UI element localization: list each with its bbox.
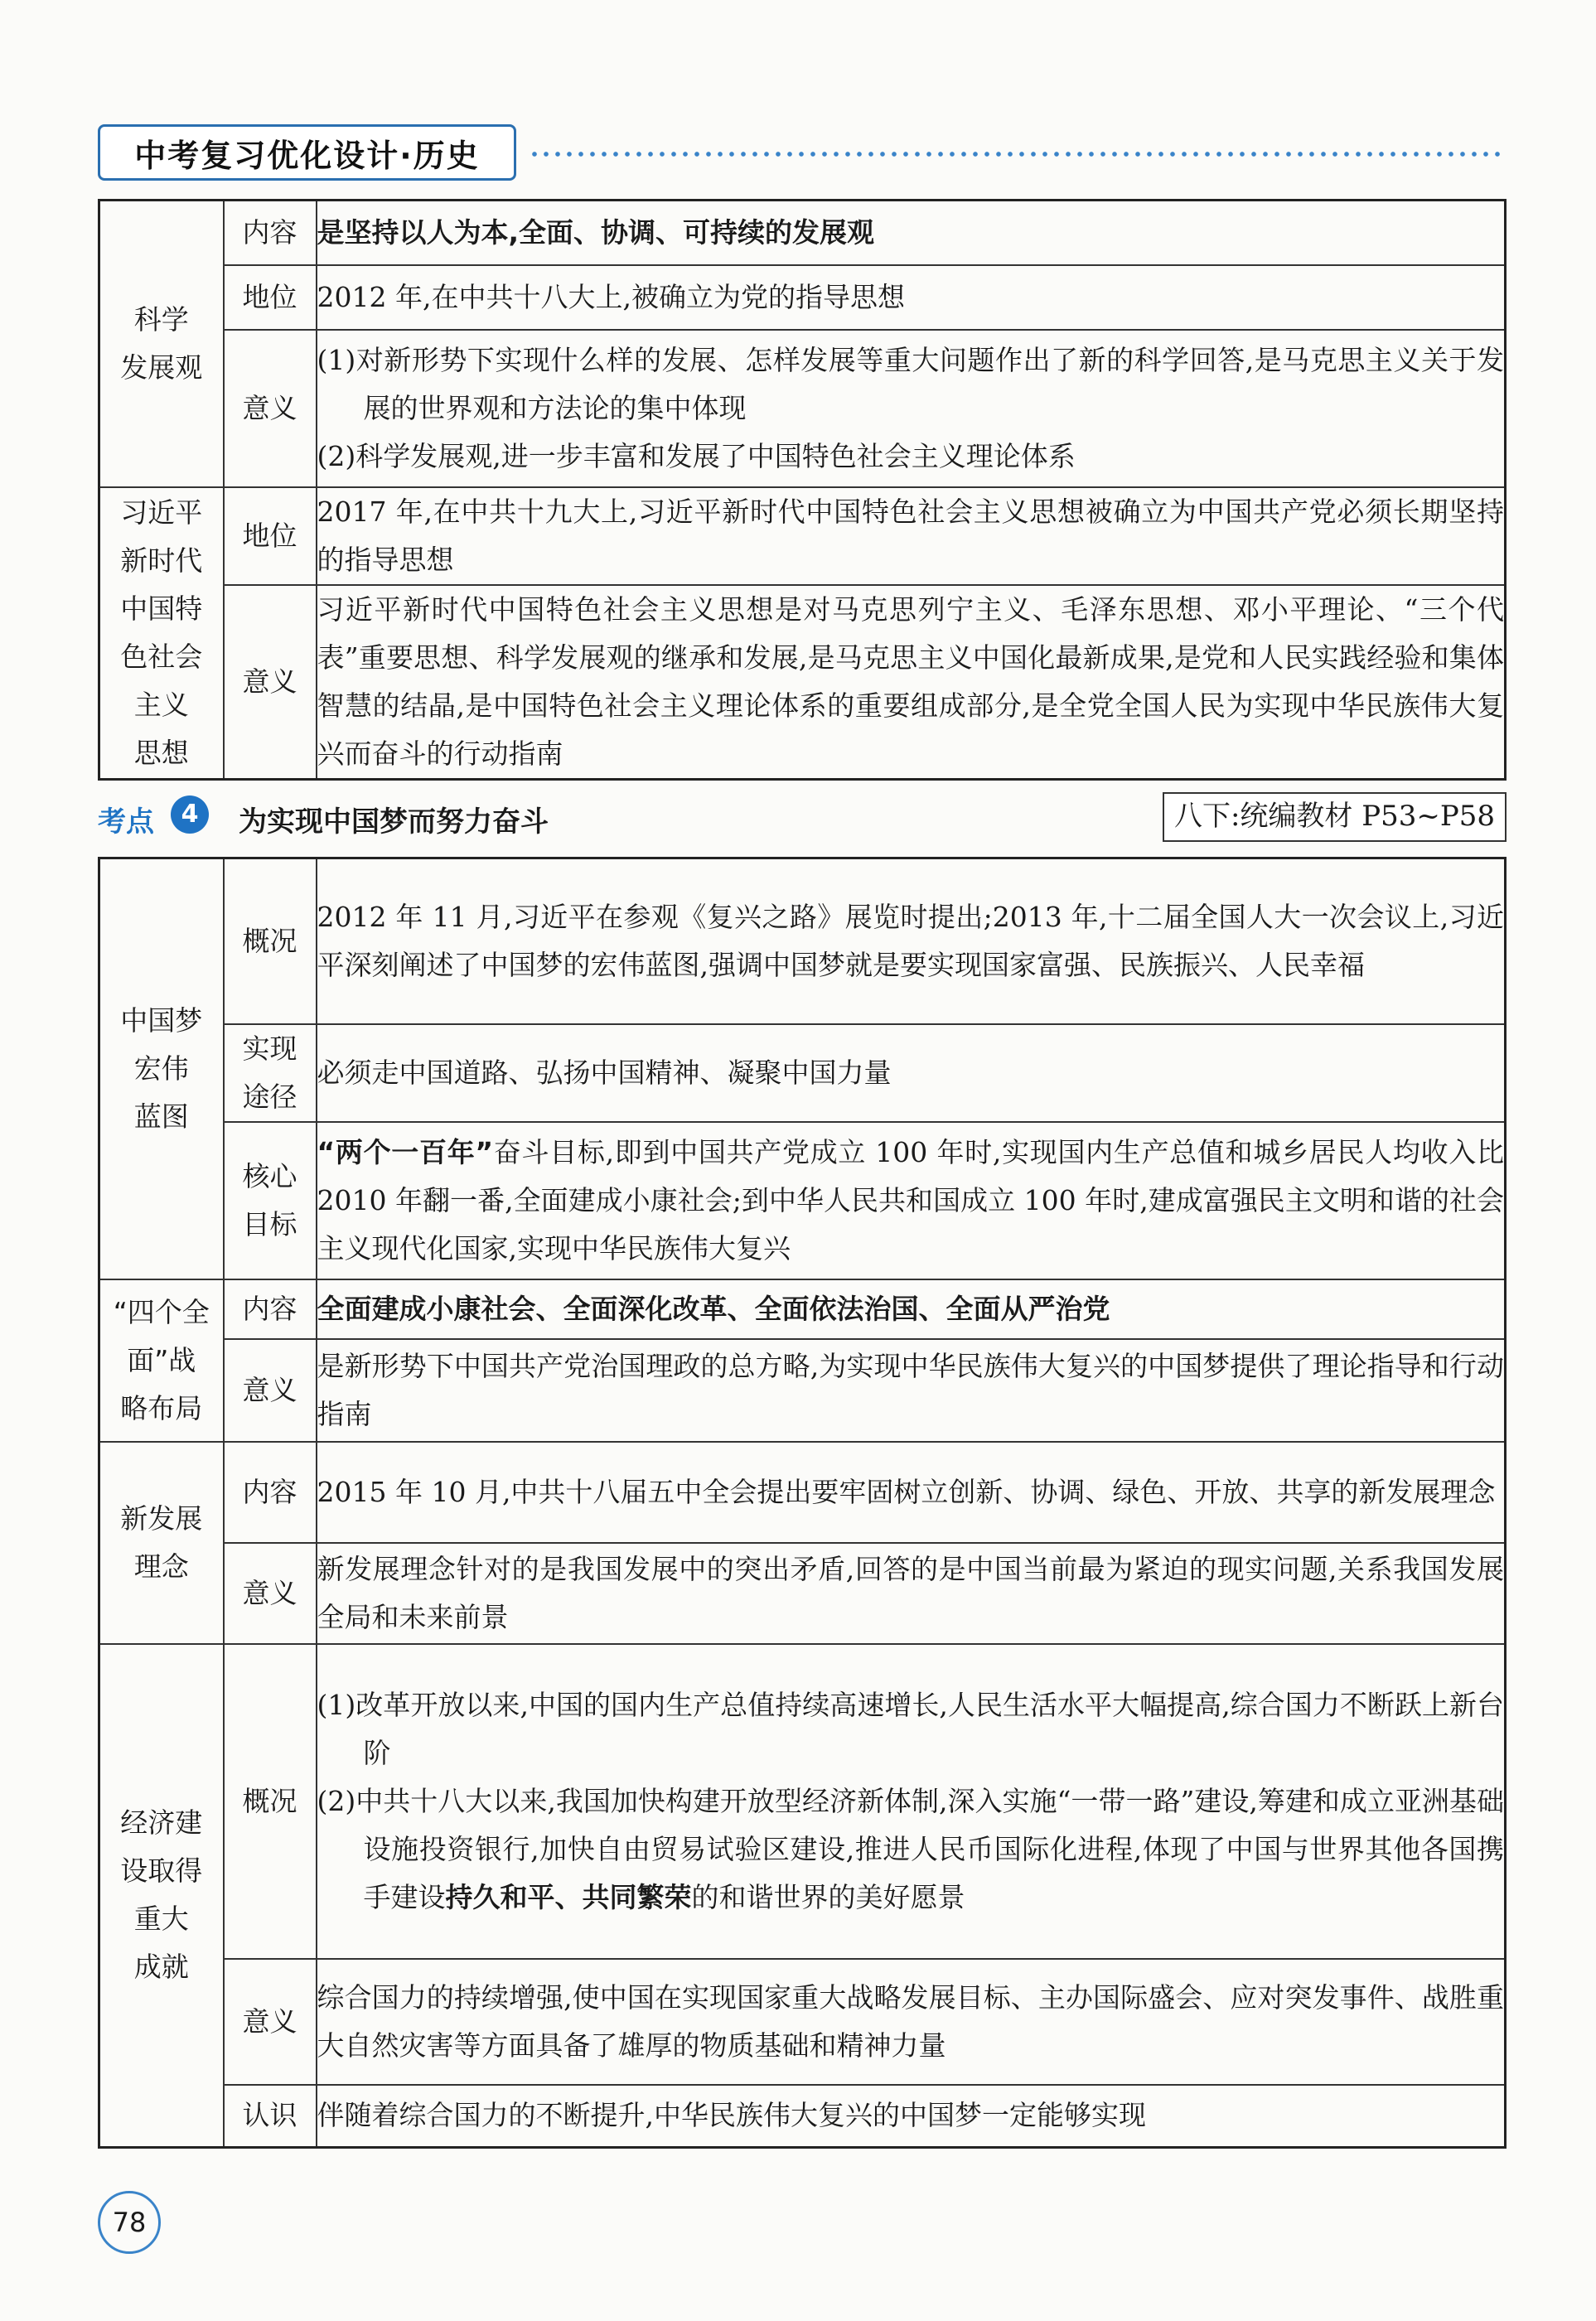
cell-content: 是新形势下中国共产党治国理政的总方略,为实现中华民族伟大复兴的中国梦提供了理论指导和行动指南 — [317, 1339, 1506, 1442]
table-row — [99, 1959, 1506, 2085]
cell-content — [317, 1644, 1506, 1959]
table-row — [99, 330, 1506, 487]
cell-content: 2012 年,在中共十八大上,被确立为党的指导思想 — [317, 265, 1506, 330]
table-row — [99, 1279, 1506, 1339]
table-china-dream — [98, 857, 1507, 2149]
table-row — [99, 487, 1506, 585]
table-row — [99, 1122, 1506, 1279]
cell-content — [317, 1122, 1506, 1279]
row-label: 内容 — [224, 1279, 317, 1339]
topic-four-comprehensives: “四个全 面”战 略布局 — [99, 1279, 224, 1442]
topic-scientific-outlook: 科学 发展观 — [99, 201, 224, 487]
cell-content: 是坚持以人为本,全面、协调、可持续的发展观 — [317, 201, 1506, 265]
row-label: 实现 途径 — [224, 1024, 317, 1122]
list-item: (2)科学发展观,进一步丰富和发展了中国特色社会主义理论体系 — [317, 439, 1076, 472]
row-label: 认识 — [224, 2085, 317, 2148]
topic-xi-thought: 习近平 新时代 中国特 色社会 主义 思想 — [99, 487, 224, 780]
row-label: 地位 — [224, 487, 317, 585]
table-row — [99, 265, 1506, 330]
cell-content: 2015 年 10 月,中共十八届五中全会提出要牢固树立创新、协调、绿色、开放、共享的新发展理念 — [317, 1442, 1506, 1543]
row-label: 概况 — [224, 1644, 317, 1959]
table-row — [99, 858, 1506, 1024]
table-row — [99, 585, 1506, 780]
row-label: 地位 — [224, 265, 317, 330]
cell-content: 综合国力的持续增强,使中国在实现国家重大战略发展目标、主办国际盛会、应对突发事件、战胜重大自然灾害等方面具备了雄厚的物质基础和精神力量 — [317, 1959, 1506, 2085]
row-label: 内容 — [224, 1442, 317, 1543]
cell-content: 2012 年 11 月,习近平在参观《复兴之路》展览时提出;2013 年,十二届全国人大一次会议上,习近平深刻阐述了中国梦的宏伟蓝图,强调中国梦就是要实现国家富强、民族振兴、人民幸福 — [317, 858, 1506, 1024]
table-row — [99, 1024, 1506, 1122]
cell-content: 伴随着综合国力的不断提升,中华民族伟大复兴的中国梦一定能够实现 — [317, 2085, 1506, 2148]
cell-content — [317, 330, 1506, 487]
bold-term: “两个一百年” — [317, 1135, 494, 1168]
page-header — [98, 124, 1507, 181]
cell-content: 习近平新时代中国特色社会主义思想是对马克思列宁主义、毛泽东思想、邓小平理论、“三个代表”重要思想、科学发展观的继承和发展,是马克思主义中国化最新成果,是党和人民实践经验和集体智慧的结晶,是中国特色社会主义理论体系的重要组成部分,是全党全国人民为实现中华民族伟大复兴而奋斗的行动指南 — [317, 585, 1506, 780]
cell-content: 全面建成小康社会、全面深化改革、全面依法治国、全面从严治党 — [317, 1279, 1506, 1339]
section-number-badge: 4 — [171, 795, 209, 834]
topic-china-dream: 中国梦 宏伟 蓝图 — [99, 858, 224, 1279]
table-row — [99, 201, 1506, 265]
table-row — [99, 1644, 1506, 1959]
cell-content: 新发展理念针对的是我国发展中的突出矛盾,回答的是中国当前最为紧迫的现实问题,关系我国发展全局和未来前景 — [317, 1543, 1506, 1644]
page-number: 78 — [98, 2191, 161, 2254]
textbook-reference: 八下:统编教材 P53~P58 — [1163, 792, 1507, 842]
row-label: 意义 — [224, 585, 317, 780]
row-label: 意义 — [224, 1959, 317, 2085]
row-label: 核心 目标 — [224, 1122, 317, 1279]
row-label: 内容 — [224, 201, 317, 265]
list-item: (1)对新形势下实现什么样的发展、怎样发展等重大问题作出了新的科学回答,是马克思主义关于发展的世界观和方法论的集中体现 — [317, 343, 1504, 424]
table-row — [99, 1339, 1506, 1442]
cell-text: 奋斗目标,即到中国共产党成立 100 年时,实现国内生产总值和城乡居民人均收入比 2010 年翻一番,全面建成小康社会;到中华人民共和国成立 100 年时,建成富强民主文明和谐的社会主义现代化国家,实现中华民族伟大复兴 — [317, 1135, 1504, 1264]
row-label: 意义 — [224, 1339, 317, 1442]
section-title: 为实现中国梦而努力奋斗 — [239, 805, 549, 839]
dotted-rule — [529, 151, 1507, 157]
table-sci-xi — [98, 199, 1507, 781]
row-label: 意义 — [224, 330, 317, 487]
section-label: 考点 — [98, 805, 154, 839]
row-label: 概况 — [224, 858, 317, 1024]
list-item: (1)改革开放以来,中国的国内生产总值持续高速增长,人民生活水平大幅提高,综合国力不断跃上新台阶 — [317, 1688, 1504, 1769]
cell-content: 2017 年,在中共十九大上,习近平新时代中国特色社会主义思想被确立为中国共产党必须长期坚持的指导思想 — [317, 487, 1506, 585]
table-row — [99, 1442, 1506, 1543]
bold-term: 持久和平、共同繁荣 — [445, 1880, 692, 1913]
cell-content: 必须走中国道路、弘扬中国精神、凝聚中国力量 — [317, 1024, 1506, 1122]
book-title: 中考复习优化设计·历史 — [98, 124, 516, 181]
section-heading — [98, 792, 1507, 844]
table-row — [99, 1543, 1506, 1644]
row-label: 意义 — [224, 1543, 317, 1644]
list-item: (2)中共十八大以来,我国加快构建开放型经济新体制,深入实施“一带一路”建设,筹建和成立亚洲基础设施投资银行,加快自由贸易试验区建设,推进人民币国际化进程,体现了中国与世界其他各国携手建设持久和平、共同繁荣的和谐世界的美好愿景 — [317, 1784, 1504, 1913]
table-row — [99, 2085, 1506, 2148]
topic-new-development: 新发展 理念 — [99, 1442, 224, 1644]
topic-economic-achievements: 经济建 设取得 重大 成就 — [99, 1644, 224, 2148]
